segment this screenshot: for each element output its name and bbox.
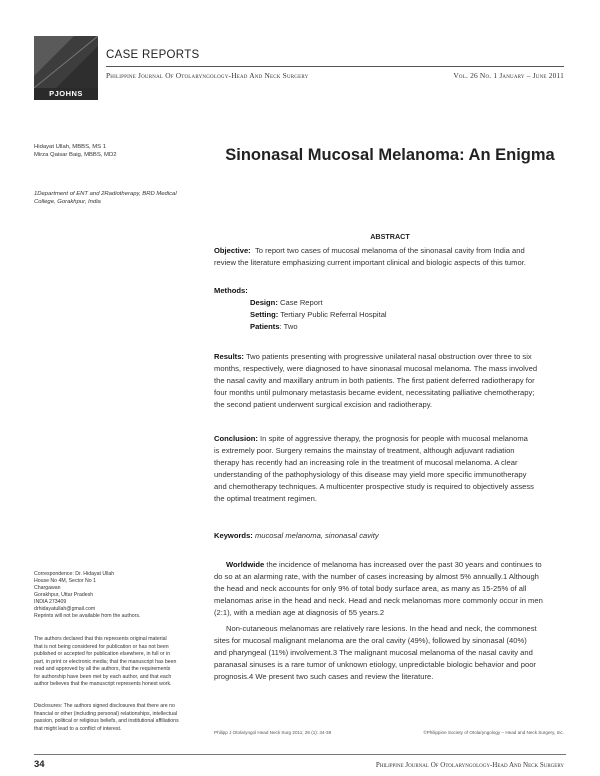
journal-logo [34,36,98,100]
affiliation [34,190,202,206]
conclusion-text: therapy has recently had an increasing role in the treatment of mucosal melanoma. A clear [214,458,518,467]
body-text: Non-cutaneous melanomas are relatively rare lesions. In the head and neck, the commonest [226,624,537,633]
setting-label: Setting: [250,310,279,319]
disclosures [34,703,202,733]
copyright: ©Philippine Society of Otolaryngology – Head and Neck Surgery, Inc. [423,730,564,735]
objective-text: review the literature emphasizing current important clinical and biologic aspects of this tumor. [214,258,526,267]
objective-text: To report two cases of mucosal melanoma of the sinonasal cavity from India and [254,246,525,255]
results-text: Two patients presenting with progressive unilateral nasal obstruction over three to six [245,352,532,361]
declaration-line: that is not being considered for publication or has not been [34,643,169,650]
objective-label: Objective: [214,246,251,255]
disclosure-line: Disclosures: The authors signed disclosures that there are no [34,703,175,709]
conclusion-text: and chemotherapy techniques. A multicenter prospective study is required to objectively assess [214,482,534,491]
body-text: and pharyngeal (11%) involvement.3 The malignant mucosal melanoma of the nasal cavity and [214,648,533,657]
design-label: Design: [250,298,278,307]
page-number: 34 [34,759,45,770]
results-label: Results: [214,352,244,361]
author-list [34,143,202,159]
results-text: four months until pulmonary metastasis became evident, necessitating palliative chemotherapy; [214,388,535,397]
declaration [34,636,202,689]
logo-text: PJOHNS [34,88,98,100]
keywords-section [214,530,566,542]
body-text: the incidence of melanoma has increased over the past 30 years and continues to [264,560,542,569]
conclusion-text: understanding of the pathophysiology of this disease may yield more specific immunotherapy [214,470,527,479]
disclosure-line: passion, political or religious beliefs, and institutional affiliations [34,718,179,724]
body-text: (2:1), with a median age at diagnosis of 55 years.2 [214,608,385,617]
correspondence-line: INDIA 273409 [34,599,67,605]
methods-label: Methods: [214,286,248,295]
disclosure-line: financial or other (including personal) relationships, intellectual [34,710,178,717]
conclusion-text: In spite of aggressive therapy, the prognosis for people with mucosal melanoma [260,434,528,443]
affiliation-line: 1Department of ENT and 2Radiotherapy, BRD Medical [34,191,177,197]
conclusion-label: Conclusion: [214,434,258,443]
header-rule [106,66,564,67]
correspondence-line: Correspondence: Dr. Hidayat Ullah [34,571,115,577]
correspondence-line: House No 4M, Sector No 1 [34,578,96,584]
objective-section [214,245,566,269]
author-1: Hidayat Ullah, MBBS, MS 1 [34,144,107,150]
design-value: Case Report [279,298,323,307]
body-text: the head and neck accounts for only 9% of total body surface area, as many as 15-25% of all [214,584,527,593]
conclusion-section [214,433,566,505]
patients-label: Patients [250,322,280,331]
body-text: do so at an alarming rate, with the number of cases increasing by almost 5% annually.1 Although [214,572,539,581]
journal-name: Philippine Journal Of Otolaryngology-Head And Neck Surgery [106,71,309,80]
declaration-line: part, in print or electronic media; that the manuscript has been [34,658,177,665]
author-2: Mirza Qaisar Baig, MBBS, MD2 [34,152,117,158]
conclusion-text: is extremely poor. Surgery remains the mainstay of treatment, although adjuvant radiation [214,446,515,455]
body-text: paranasal sinuses is a rare tumor of unknown etiology, unpredictable biologic behavior and poor [214,660,536,669]
body-paragraph-2 [214,623,566,683]
patients-value: : Two [279,322,298,331]
declaration-line: The authors declared that this represents original material [34,636,167,642]
article-title: Sinonasal Mucosal Melanoma: An Enigma [225,146,555,164]
body-lead-word: Worldwide [226,560,265,569]
correspondence-email: drhidayatullah@gmail.com [34,606,96,612]
body-paragraph-1 [214,559,566,619]
keywords-text: mucosal melanoma, sinonasal cavity [254,531,379,540]
correspondence-line: Reprints will not be available from the authors. [34,613,141,619]
body-text: sites for mucosal malignant melanoma are the oral cavity (49%), followed by sinonasal (40%) [214,636,527,645]
section-label: CASE REPORTS [106,49,200,61]
conclusion-text: the optimal treatment regimen. [214,494,317,503]
abstract-heading: ABSTRACT [370,232,410,241]
declaration-line: read and approved by all the authors, that the requirements [34,666,171,672]
methods-section [214,285,566,333]
declaration-line: for authorship have been met by each author, and that each [34,673,172,680]
declaration-line: author believes that the manuscript represents honest work. [34,681,172,687]
results-section [214,351,566,411]
citation: Philipp J Otolaryngol Head Neck Surg 2011; 26 (1): 34-38 [214,730,332,735]
issue-info: Vol. 26 No. 1 January – June 2011 [453,71,564,80]
footer-rule [34,754,566,755]
body-text: melanomas arise in the head and neck. Head and neck melanomas more commonly occur in men [214,596,543,605]
correspondence-line: Gorakhpur, Uttar Pradesh [34,592,94,598]
correspondence-line: Chargawan [34,585,61,591]
setting-value: Tertiary Public Referral Hospital [280,310,387,319]
results-text: the second patient underwent surgical excision and radiotherapy. [214,400,433,409]
body-text: prognosis.4 We present two such cases and review the literature. [214,672,434,681]
correspondence [34,571,202,620]
footer-journal-name: Philippine Journal Of Otolaryngology-Head And Neck Surgery [375,761,564,769]
disclosure-line: that might lead to a conflict of interest. [34,725,122,732]
affiliation-line: College, Gorakhpur, India [34,199,101,205]
results-text: the nasal cavity and maxillary antrum in both patients. The first patient deferred radiotherapy for [214,376,535,385]
declaration-line: published or accepted for publication elsewhere, in full or in [34,651,171,657]
keywords-label: Keywords: [214,531,253,540]
results-text: months, respectively, were diagnosed to have sinonasal mucosal melanoma. The mass involved [214,364,538,373]
